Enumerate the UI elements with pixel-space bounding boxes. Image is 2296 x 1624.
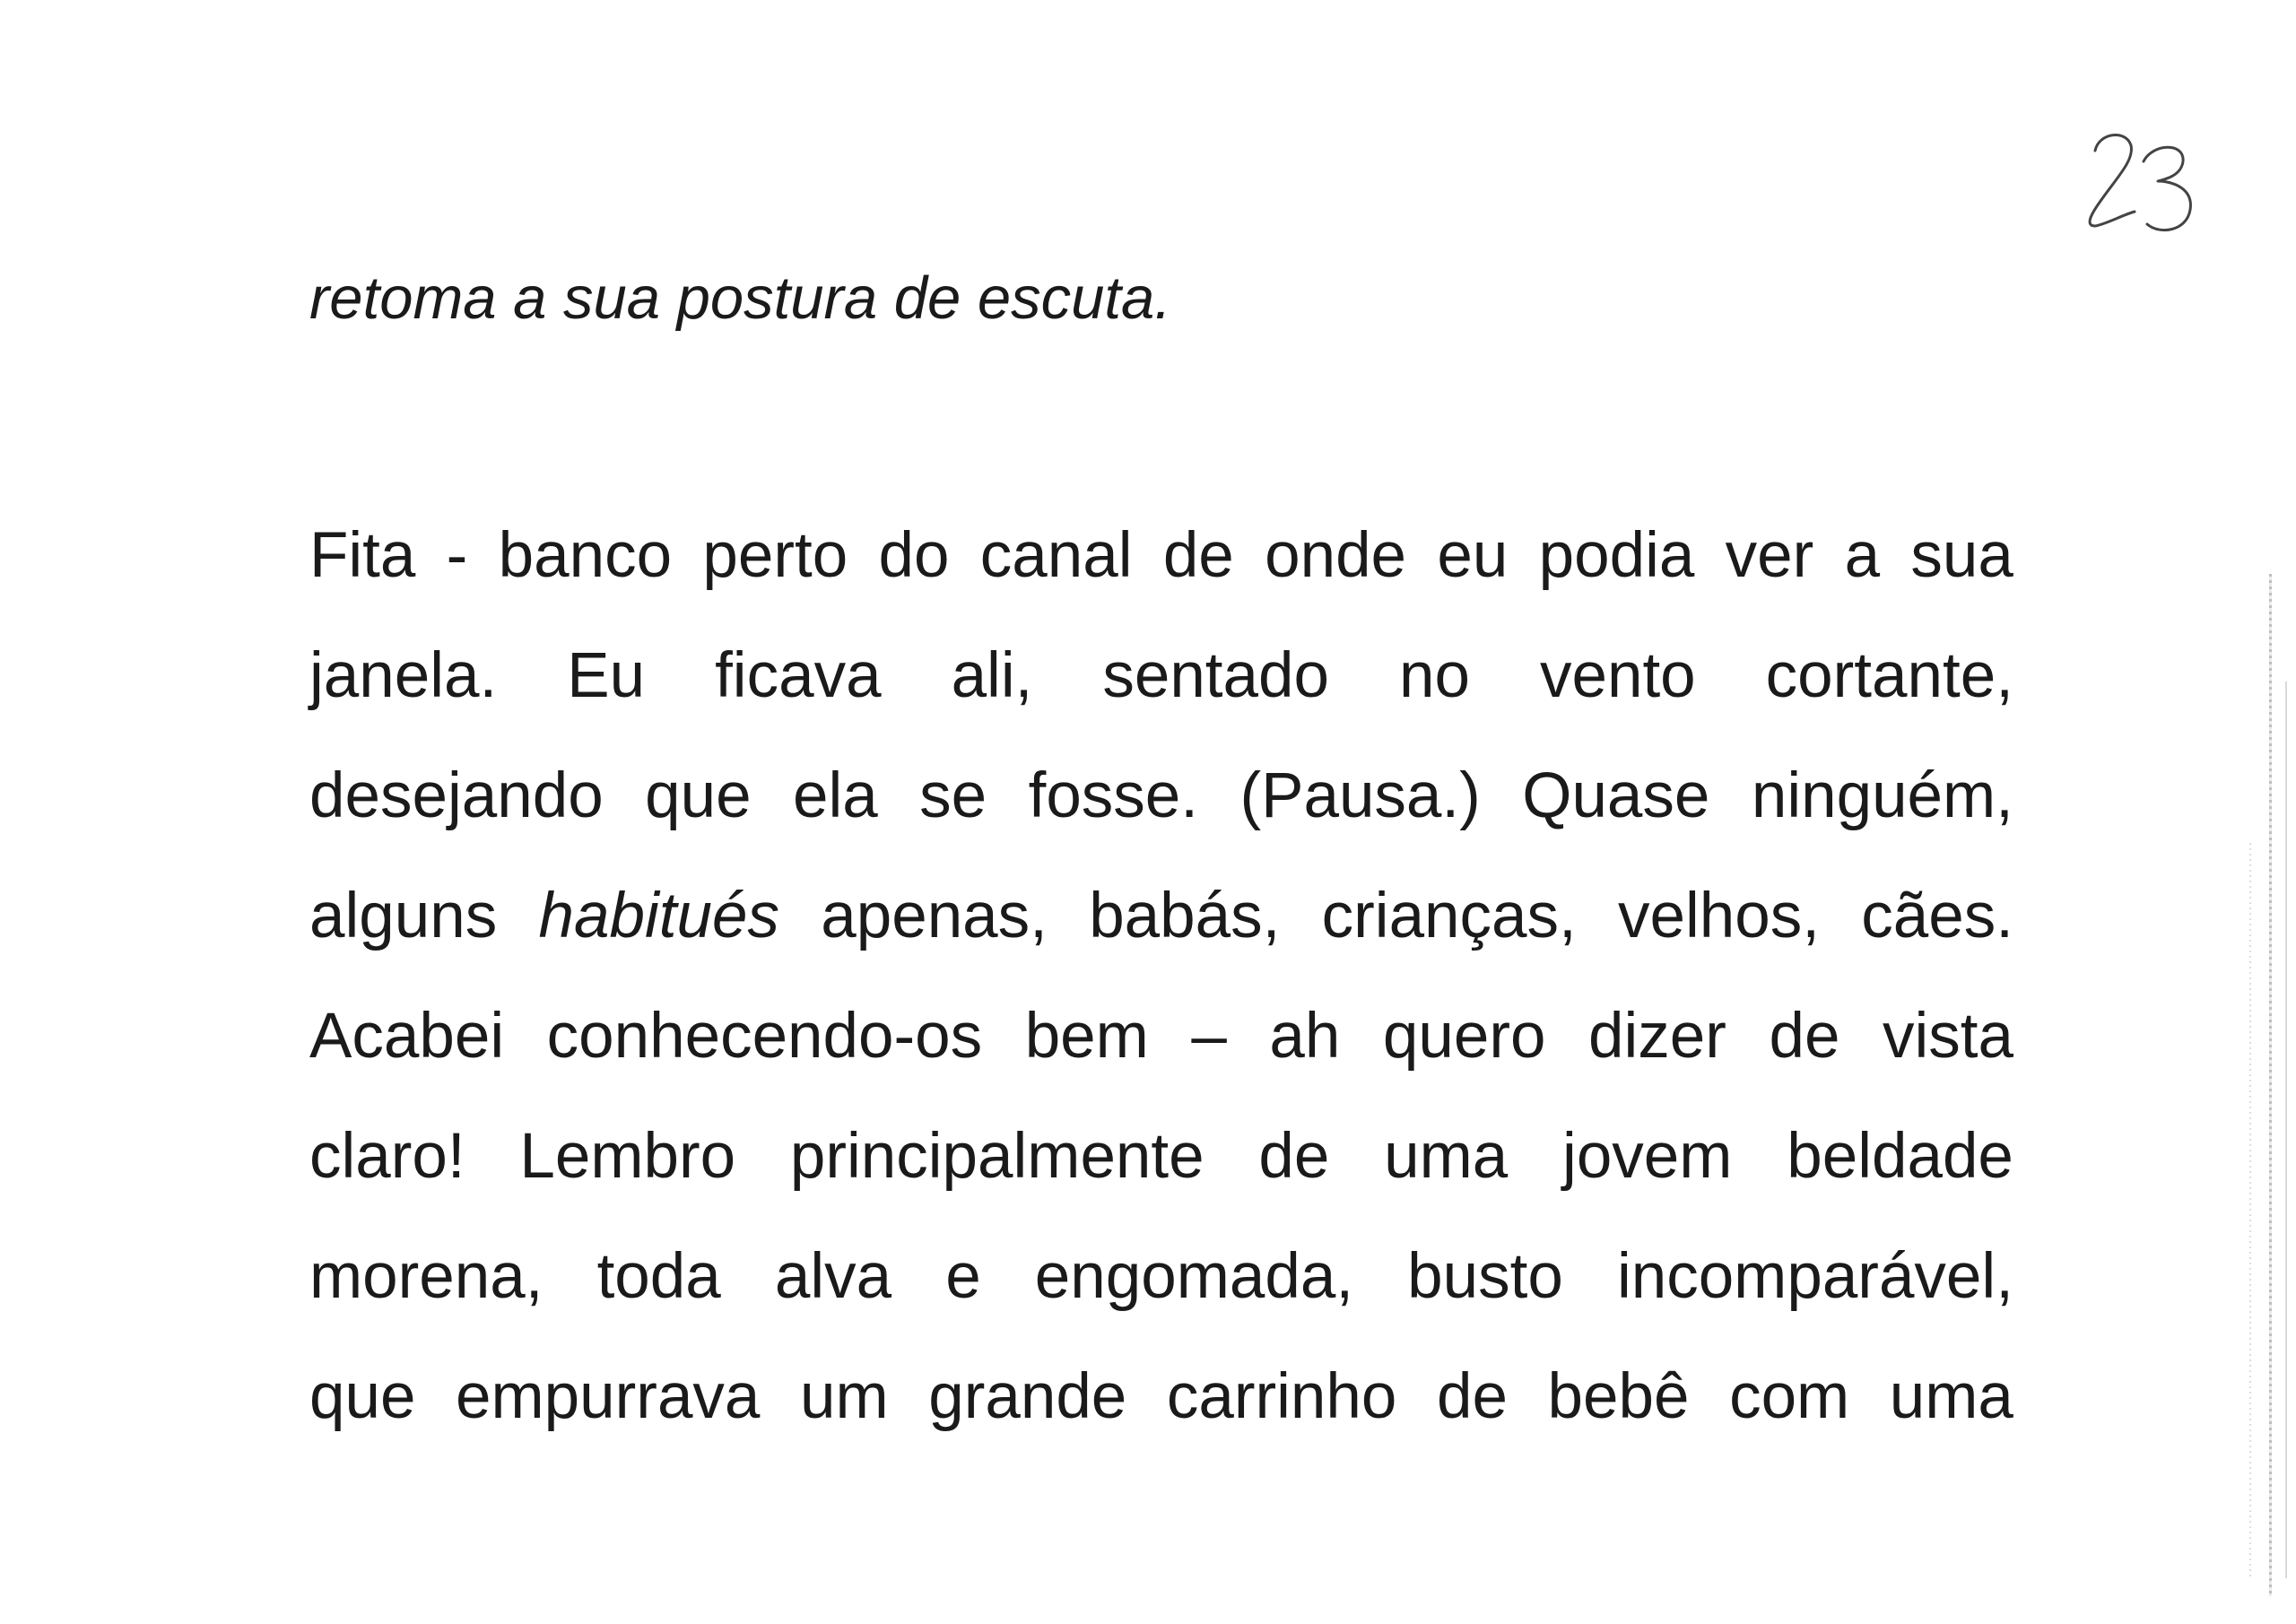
word: e: [945, 1241, 981, 1312]
text-line: [309, 616, 2013, 736]
word: ninguém,: [1751, 760, 2013, 831]
word: eu: [1437, 520, 1509, 591]
word: Fita: [309, 520, 416, 591]
text-line: [309, 736, 2013, 856]
word: busto: [1407, 1241, 1563, 1312]
word: que: [309, 1361, 416, 1432]
word: a: [1844, 520, 1881, 591]
word: apenas,: [821, 881, 1048, 951]
handwritten-page-number: [2079, 126, 2205, 242]
word: no: [1399, 640, 1470, 711]
word: –: [1191, 1001, 1227, 1072]
body-paragraph: [309, 496, 2013, 1457]
word: ver: [1725, 520, 1814, 591]
word: se: [919, 760, 987, 831]
word: cães.: [1861, 881, 2013, 951]
text-line: [309, 977, 2013, 1097]
word: de: [1436, 1361, 1508, 1432]
word: beldade: [1787, 1121, 2013, 1192]
word: babás,: [1089, 881, 1281, 951]
word: morena,: [309, 1241, 544, 1312]
word: toda: [596, 1241, 721, 1312]
word: carrinho: [1166, 1361, 1397, 1432]
word: banco: [498, 520, 673, 591]
word: velhos,: [1618, 881, 1821, 951]
word: Acabei: [309, 1001, 505, 1072]
word: grande: [928, 1361, 1127, 1432]
word: uma: [1889, 1361, 2013, 1432]
word: vista: [1882, 1001, 2013, 1072]
word: quero: [1382, 1001, 1546, 1072]
scan-edge-artifact: [2285, 682, 2287, 1578]
word: podia: [1538, 520, 1695, 591]
word: principalmente: [789, 1121, 1205, 1192]
text-line: [309, 1337, 2013, 1457]
word: empurrava: [456, 1361, 761, 1432]
word: perto: [702, 520, 848, 591]
text-line: [309, 1097, 2013, 1217]
word: vento: [1539, 640, 1696, 711]
word: bem: [1024, 1001, 1149, 1072]
word: de: [1162, 520, 1234, 591]
word: fosse.: [1028, 760, 1199, 831]
stage-direction: retoma a sua postura de escuta.: [309, 265, 1171, 332]
word: ali,: [951, 640, 1033, 711]
word: de: [1258, 1121, 1330, 1192]
word: claro!: [309, 1121, 465, 1192]
word: conhecendo-os: [546, 1001, 983, 1072]
word: que: [645, 760, 752, 831]
word: incomparável,: [1616, 1241, 2013, 1312]
word: com: [1729, 1361, 1850, 1432]
word: (Pausa.): [1239, 760, 1481, 831]
word: de: [1769, 1001, 1840, 1072]
word: janela.: [309, 640, 498, 711]
word: dizer: [1588, 1001, 1726, 1072]
word: crianças,: [1321, 881, 1577, 951]
word: cortante,: [1765, 640, 2013, 711]
word: onde: [1265, 520, 1407, 591]
word: do: [878, 520, 950, 591]
word: ficava: [715, 640, 882, 711]
word: engomada,: [1034, 1241, 1354, 1312]
word: canal: [979, 520, 1133, 591]
word: Eu: [567, 640, 646, 711]
text-line: [309, 496, 2013, 616]
word: bebê: [1547, 1361, 1690, 1432]
scan-edge-artifact: [2269, 574, 2272, 1596]
word: sentado: [1102, 640, 1329, 711]
word: alva: [774, 1241, 892, 1312]
word: ela: [793, 760, 878, 831]
word: alguns: [309, 881, 498, 951]
word: -: [446, 520, 468, 591]
word: sua: [1910, 520, 2013, 591]
word: Lembro: [519, 1121, 736, 1192]
word: ah: [1269, 1001, 1341, 1072]
text-line: [309, 1217, 2013, 1337]
word: Quase: [1522, 760, 1710, 831]
word-italic: habitués: [538, 881, 779, 951]
word: uma: [1384, 1121, 1509, 1192]
text-line: [309, 856, 2013, 977]
word: um: [800, 1361, 889, 1432]
word: jovem: [1562, 1121, 1733, 1192]
word: desejando: [309, 760, 604, 831]
scan-edge-artifact: [2249, 843, 2251, 1578]
